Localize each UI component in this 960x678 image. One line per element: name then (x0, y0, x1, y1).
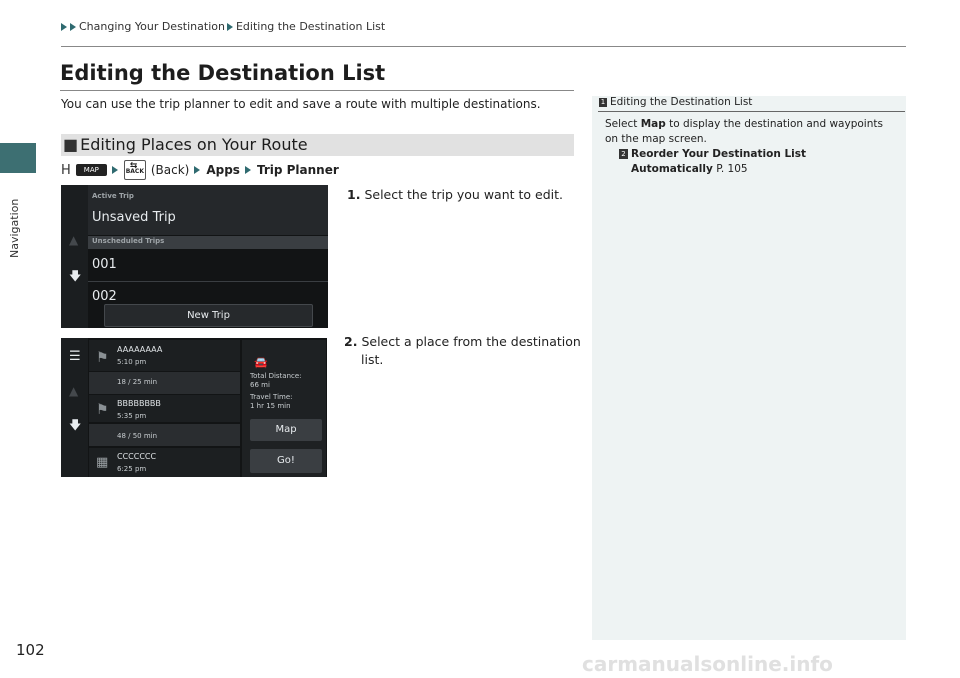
step-number: 2. (344, 334, 358, 349)
divider (61, 46, 906, 47)
screen-sidebar (61, 185, 88, 328)
note-number-icon: 1 (600, 97, 606, 106)
step-number: 1. (347, 187, 361, 202)
note-text: to display the destination and waypoints (665, 118, 883, 130)
note-line (605, 117, 897, 132)
chapter-label-wrap (8, 178, 24, 258)
reference-title: Reorder Your Destination List (631, 148, 807, 160)
leg-row (89, 424, 240, 446)
section-heading-text: Editing Places on Your Route (80, 135, 308, 154)
page-title: Editing the Destination List (60, 61, 386, 85)
step-text-cont: list. (361, 352, 384, 367)
travel-time-value: 1 hr 15 min (250, 402, 291, 410)
note-title-text: Editing the Destination List (610, 96, 753, 108)
place-time: 6:25 pm (117, 465, 147, 473)
breadcrumb-item[interactable]: Editing the Destination List (235, 20, 386, 33)
breadcrumb-item[interactable]: Changing Your Destination (79, 20, 225, 33)
section-bullet-icon: ■ (63, 135, 79, 154)
scroll-up-icon: ▲ (69, 233, 79, 247)
path-arrow-icon (112, 166, 118, 174)
note-bold: Map (640, 118, 666, 130)
place-time: 5:10 pm (117, 358, 147, 366)
new-trip-button[interactable]: New Trip (104, 304, 313, 327)
active-trip-name: Unsaved Trip (92, 210, 176, 225)
home-icon: H (61, 162, 71, 178)
step-1 (347, 186, 563, 204)
flag-icon: ⚑ (96, 350, 109, 366)
total-distance-value: 66 mi (250, 381, 270, 389)
place-row[interactable] (89, 448, 240, 477)
watermark: carmanualsonline.info (582, 652, 833, 676)
divider (60, 90, 574, 91)
leg-row (89, 372, 240, 394)
place-row[interactable] (89, 340, 240, 371)
unscheduled-label: Unscheduled Trips (92, 237, 165, 245)
scroll-down-icon: 🡇 (69, 418, 82, 432)
breadcrumb (61, 20, 385, 33)
note-text: Select (605, 118, 641, 130)
active-trip-label: Active Trip (92, 192, 134, 200)
note-title (599, 96, 752, 108)
note-panel (592, 96, 906, 640)
checkered-flag-icon: ▦ (96, 455, 109, 470)
back-label: (Back) (150, 163, 190, 177)
chapter-tab (0, 143, 36, 173)
step-2 (344, 333, 584, 369)
back-button-icon: ⇆ BACK (124, 160, 146, 180)
breadcrumb-arrow-icon (70, 23, 76, 31)
note-body (605, 117, 897, 177)
leg-info: 18 / 25 min (117, 378, 158, 386)
reference-page: P. 105 (716, 163, 748, 175)
car-icon: 🚘 (254, 356, 268, 369)
cross-reference[interactable] (605, 147, 897, 177)
total-distance-label: Total Distance: (250, 372, 302, 380)
trip-item[interactable]: 002 (92, 289, 117, 304)
page-number: 102 (16, 641, 45, 659)
leg-info: 48 / 50 min (117, 432, 158, 440)
flag-icon: ⚑ (96, 402, 109, 418)
reference-title-cont: Automatically (631, 163, 713, 175)
step-text: Select the trip you want to edit. (364, 187, 563, 202)
menu-icon: ☰ (69, 349, 81, 364)
map-button[interactable]: Map (250, 419, 322, 441)
trip-planner-label: Trip Planner (256, 163, 339, 177)
place-name: CCCCCCC (117, 452, 157, 461)
place-row[interactable] (89, 395, 240, 422)
path-arrow-icon (194, 166, 200, 174)
note-line: on the map screen. (605, 133, 707, 145)
trip-item[interactable]: 001 (92, 257, 117, 272)
path-arrow-icon (245, 166, 251, 174)
destination-list-screenshot (61, 338, 327, 477)
section-heading (63, 134, 308, 156)
reference-text (631, 147, 806, 177)
go-button[interactable]: Go! (250, 449, 322, 473)
breadcrumb-arrow-icon (61, 23, 67, 31)
chapter-label: Navigation (8, 198, 21, 258)
scroll-up-icon: ▲ (69, 384, 79, 398)
place-name: AAAAAAAA (117, 345, 163, 354)
intro-text: You can use the trip planner to edit and save a route with multiple destinations. (61, 97, 541, 111)
place-name: BBBBBBBB (117, 399, 161, 408)
place-time: 5:35 pm (117, 412, 147, 420)
step-text: Select a place from the destination (361, 334, 581, 349)
scroll-down-icon: 🡇 (69, 269, 82, 283)
apps-label: Apps (206, 163, 240, 177)
travel-time-label: Travel Time: (250, 393, 293, 401)
map-button-icon: MAP (76, 164, 107, 176)
menu-path (61, 160, 339, 180)
trip-list-screenshot (61, 185, 328, 328)
divider (598, 111, 905, 112)
reference-icon: 2 (619, 149, 628, 159)
breadcrumb-arrow-icon (227, 23, 233, 31)
divider (88, 281, 328, 282)
